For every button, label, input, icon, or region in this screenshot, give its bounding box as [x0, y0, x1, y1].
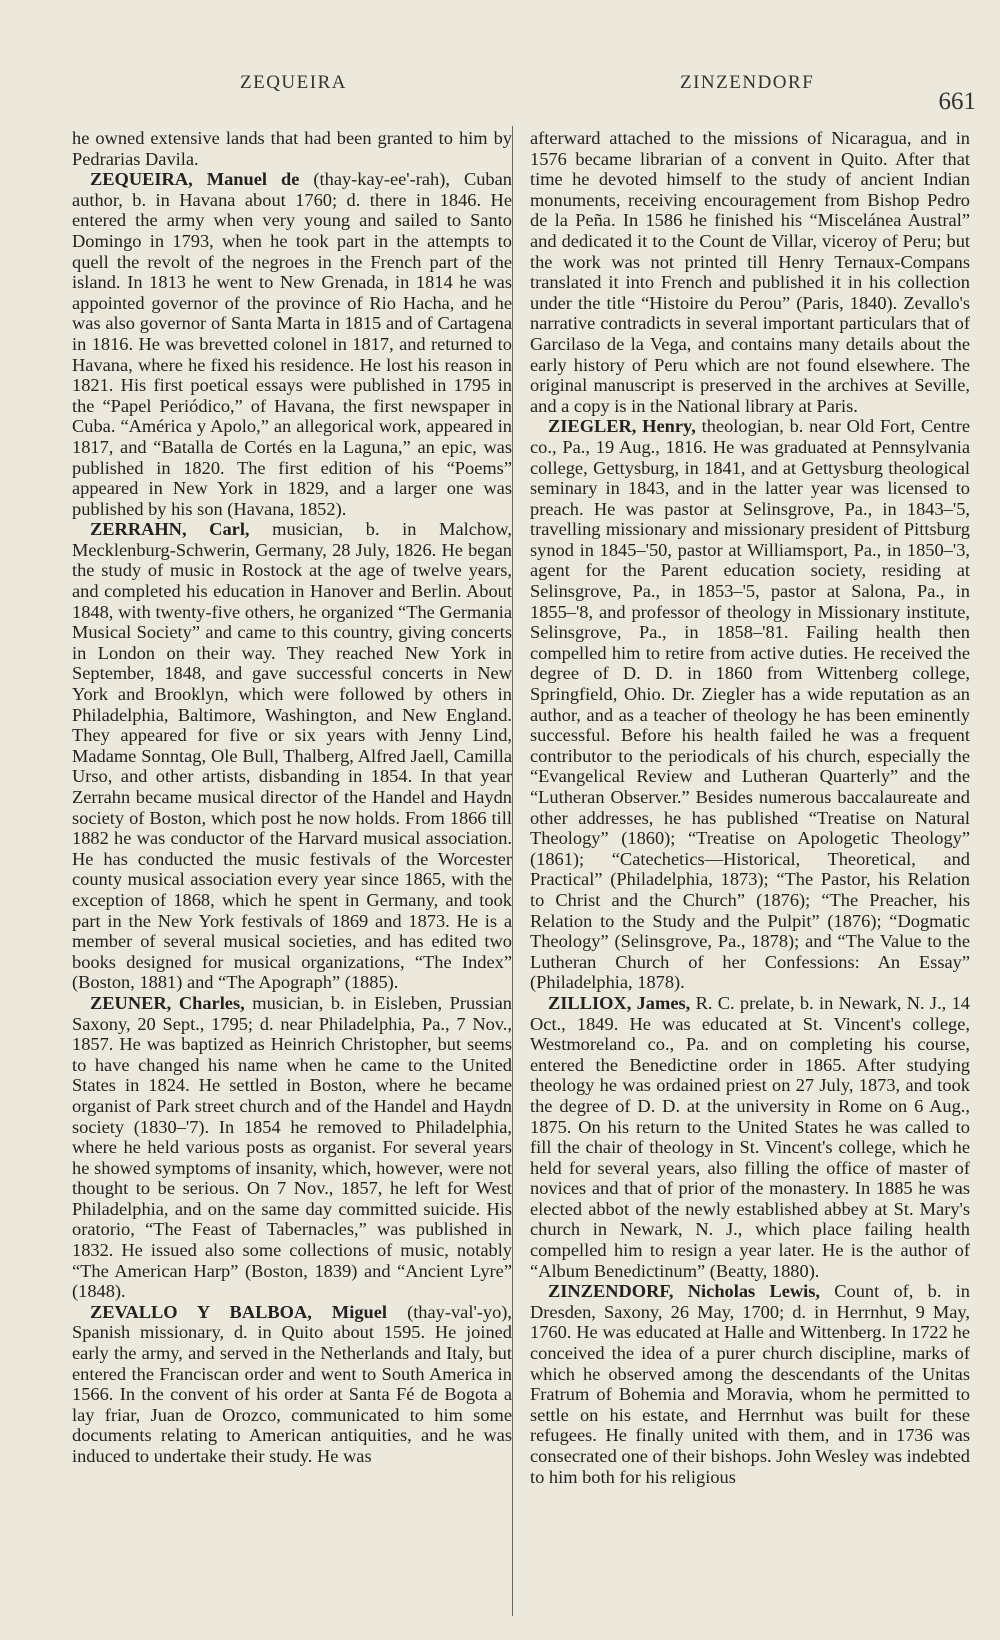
left-column	[72, 128, 512, 1467]
entry-heading: ZEVALLO Y BALBOA, Miguel	[90, 1301, 388, 1322]
entry-text: (thay-val'-yo), Spanish missionary, d. in Quito about 1595. He joined early the army, and served in the Netherlands and Italy, but entered the Franciscan order and went to South America in 1566. In the convent of his order at Santa Fé de Bogota a lay friar, Juan de Orozco, communicated to him some documents relating to American antiquities, and he was induced to undertake their study. He was	[72, 1301, 512, 1466]
entry-ziegler	[530, 416, 970, 993]
running-head-left: ZEQUEIRA	[240, 72, 347, 93]
entry-heading: ZINZENDORF, Nicholas Lewis,	[548, 1281, 821, 1302]
entry-heading: ZERRAHN, Carl,	[90, 519, 250, 540]
entry-text: theologian, b. near Old Fort, Centre co., Pa., 19 Aug., 1816. He was graduated at Pennsylvania college, Gettysburg, in 1841, and at Gettysburg theological seminary in 1843, and in the latter year was licensed to preach. He was pastor at Selinsgrove, Pa., in 1843–'5, travelling missionary and missionary president of Pittsburg synod in 1845–'50, pastor at Williamsport, Pa., in 1850–'3, agent for the Parent education society, residing at Selinsgrove, Pa., in 1853–'5, pastor at Salona, Pa., in 1855–'8, and professor of theology in Missionary institute, Selinsgrove, Pa., in 1858–'81. Failing health then compelled him to retire from active duties. He received the degree of D. D. in 1860 from Wittenberg college, Springfield, Ohio. Dr. Ziegler has a wide reputation as an author, and as a teacher of theology he has been eminently successful. Before his health failed he was a frequent contributor to the periodicals of his church, especially the “Evangelical Review and Lutheran Quarterly” and the “Lutheran Observer.” Besides numerous baccalaureate and other addresses, he has published “Treatise on Natural Theology” (1860); “Treatise on Apologetic Theology” (1861); “Catechetics—Historical, Theoretical, and Practical” (Philadelphia, 1873); “The Pastor, his Relation to Christ and the Church” (1876); “The Preacher, his Relation to the Study and the Pulpit” (1876); “Dogmatic Theology” (Selinsgrove, Pa., 1878); and “The Value to the Lutheran Church of her Confessions: An Essay” (Philadelphia, 1878).	[530, 416, 970, 993]
entry-zequeira	[72, 169, 512, 519]
entry-zinzendorf	[530, 1281, 970, 1487]
entry-heading: ZIEGLER, Henry,	[548, 416, 696, 437]
page-number: 661	[938, 88, 976, 115]
entry-heading: ZEQUEIRA, Manuel de	[90, 169, 300, 190]
entry-heading: ZEUNER, Charles,	[90, 992, 245, 1013]
entry-text: R. C. prelate, b. in Newark, N. J., 14 Oct., 1849. He was educated at St. Vincent's college, Westmoreland co., Pa. and on completing his course, entered the Benedictine order in 1865. After studying theology he was ordained priest on 27 July, 1873, and took the degree of D. D. at the university in Rome on 6 Aug., 1875. On his return to the United States he was called to fill the chair of theology in St. Vincent's college, which he held for several years, also filling the office of master of novices and that of prior of the monastery. In 1885 he was elected abbot of the newly established abbey at St. Mary's church in Newark, N. J., which place failing health compelled him to resign a year later. He is the author of “Album Benedictinum” (Beatty, 1880).	[530, 992, 970, 1281]
entry-text: Count of, b. in Dresden, Saxony, 26 May, 1700; d. in Herrnhut, 9 May, 1760. He was educated at Halle and Wittenberg. In 1722 he conceived the idea of a purer church discipline, marks of which he observed among the descendants of the Unitas Fratrum of Bohemia and Moravia, whom he permitted to settle on his estate, and Herrnhut was built for these refugees. He finally united with them, and in 1736 was consecrated one of their bishops. John Wesley was indebted to him both for his religious	[530, 1281, 970, 1487]
continued-paragraph	[72, 128, 512, 169]
paragraph-text: he owned extensive lands that had been granted to him by Pedrarias Davila.	[72, 128, 512, 169]
entry-zilliox	[530, 993, 970, 1281]
entry-text: musician, b. in Eisleben, Prussian Saxony, 20 Sept., 1795; d. near Philadelphia, Pa., 7 Nov., 1857. He was baptized as Heinrich Christopher, but seems to have changed his name when he came to the United States in 1824. He settled in Boston, where he became organist of Park street church and of the Handel and Haydn society (1830–'7). In 1854 he removed to Philadelphia, where he held various posts as organist. For several years he showed symptoms of insanity, which, however, were not thought to be serious. On 7 Nov., 1857, he left for West Philadelphia, and on the same day committed suicide. His oratorio, “The Feast of Tabernacles,” was published in 1832. He issued also some collections of music, notably “The American Harp” (Boston, 1839) and “Ancient Lyre” (1848).	[72, 992, 512, 1302]
entry-heading: ZILLIOX, James,	[548, 992, 691, 1013]
paragraph-text: afterward attached to the missions of Nicaragua, and in 1576 became librarian of a convent in Quito. After that time he devoted himself to the study of ancient Indian monuments, receiving encouragement from Bishop Pedro de la Peña. In 1586 he finished his “Miscelánea Austral” and dedicated it to the Count de Villar, viceroy of Peru; but the work was not printed till Henry Ternaux-Compans translated it into French and published it in his collection under the title “Histoire du Perou” (Paris, 1840). Zevallo's narrative contradicts in several important particulars that of Garcilaso de la Vega, and contains many details about the early history of Peru which are not found elsewhere. The original manuscript is preserved in the archives at Seville, and a copy is in the National library at Paris.	[530, 128, 970, 416]
running-head-right: ZINZENDORF	[680, 72, 815, 93]
entry-zevallo	[72, 1302, 512, 1467]
column-divider	[512, 126, 513, 1616]
entry-zeuner	[72, 993, 512, 1302]
entry-zerrahn	[72, 519, 512, 993]
right-column	[530, 128, 970, 1487]
continued-paragraph	[530, 128, 970, 416]
entry-text: musician, b. in Malchow, Mecklenburg-Schwerin, Germany, 28 July, 1826. He began the study of music in Rostock at the age of twelve years, and completed his education in Hanover and Berlin. About 1848, with twenty-five others, he organized “The Germania Musical Society” and came to this country, giving concerts in London on their way. They reached New York in September, 1848, and gave successful concerts in New York and Brooklyn, which were followed by others in Philadelphia, Baltimore, Washington, and New England. They appeared for five or six years with Jenny Lind, Madame Sonntag, Ole Bull, Thalberg, Alfred Jaell, Camilla Urso, and other artists, disbanding in 1854. In that year Zerrahn became musical director of the Handel and Haydn society of Boston, which post he now holds. From 1866 till 1882 he was conductor of the Harvard musical association. He has conducted the music festivals of the Worcester county musical association every year since 1865, with the exception of 1868, which he spent in Germany, and took part in the New York festivals of 1869 and 1873. He is a member of several musical societies, and has edited two books designed for musical organizations, “The Index” (Boston, 1881) and “The Apograph” (1885).	[72, 519, 512, 993]
entry-text: (thay-kay-ee'-rah), Cuban author, b. in Havana about 1760; d. there in 1846. He entered the army when very young and sailed to Santo Domingo in 1793, when he took part in the attempts to quell the revolt of the negroes in the French part of the island. In 1813 he went to New Grenada, in 1814 he was appointed governor of the province of Rio Hacha, and he was also governor of Santa Marta in 1815 and of Cartagena in 1816. He was brevetted colonel in 1817, and returned to Havana, where he fixed his residence. He lost his reason in 1821. His first poetical essays were published in 1795 in the “Papel Periódico,” of Havana, the first newspaper in Cuba. “América y Apolo,” an allegorical work, appeared in 1817, and “Batalla de Cortés en la Laguna,” an epic, was published in 1820. The first edition of his “Poems” appeared in New York in 1829, and a larger one was published by his son (Havana, 1852).	[72, 169, 512, 519]
